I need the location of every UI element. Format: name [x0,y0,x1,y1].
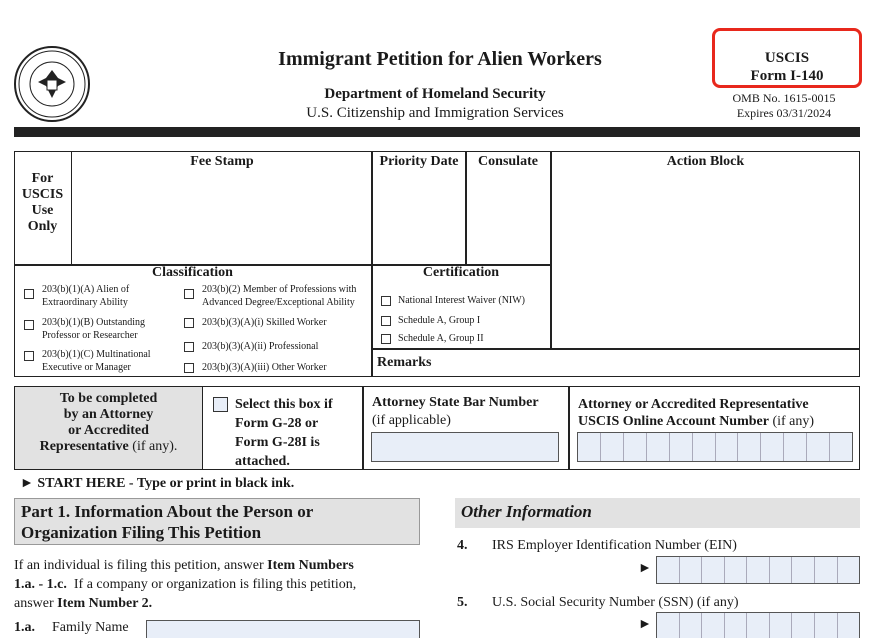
ssn-number: 5. [457,595,468,610]
form-title: Immigrant Petition for Alien Workers [278,48,602,70]
agency-name: U.S. Citizenship and Immigration Services [306,105,564,121]
checkbox-niw[interactable] [381,296,391,306]
option-schedule-a-2: Schedule A, Group II [398,333,484,344]
bar-number-input[interactable] [371,432,559,462]
option-eb3-skilled: 203(b)(3)(A)(i) Skilled Worker [202,317,327,328]
expiration-date: Expires 03/31/2024 [736,106,832,120]
option-eb1b: 203(b)(1)(B) Outstanding Professor or Researcher [42,317,146,341]
consulate-label: Consulate [478,154,538,169]
part1-instructions: If an individual is filing this petition, answer Item Numbers 1.a. - 1.c. If a company or organization is filing this petition, answer Item Number 2. [14,558,357,611]
for-uscis-use-only: For USCIS Use Only [14,151,72,265]
ein-number: 4. [457,538,468,553]
other-info-header: Other Information [455,498,860,528]
bar-number-hint: (if applicable) [372,413,451,428]
checkbox-eb2[interactable] [184,289,194,299]
checkbox-eb3-professional[interactable] [184,342,194,352]
checkbox-eb3-skilled[interactable] [184,318,194,328]
ssn-arrow-icon: ► [638,617,652,632]
option-eb3-other: 203(b)(3)(A)(iii) Other Worker [202,362,327,373]
agency-short: USCIS [764,50,810,66]
checkbox-schedule-a-2[interactable] [381,334,391,344]
checkbox-eb3-other[interactable] [184,363,194,373]
option-eb1a: 203(b)(1)(A) Alien of Extraordinary Ability [42,284,130,308]
certification-label: Certification [422,265,500,280]
g28-checkbox[interactable] [213,397,228,412]
ssn-input[interactable] [656,612,860,638]
header-rule [14,127,860,137]
family-name-input[interactable] [146,620,420,638]
dhs-seal-icon [14,46,90,122]
ein-input[interactable] [656,556,860,584]
omb-number: OMB No. 1615-0015 [732,91,836,105]
checkbox-eb1c[interactable] [24,351,34,361]
action-block-label: Action Block [666,154,745,169]
family-name-label: Family Name [52,620,129,635]
account-number-input[interactable] [577,432,853,462]
checkbox-eb1b[interactable] [24,320,34,330]
bar-number-label: Attorney State Bar Number [372,395,539,410]
checkbox-eb1a[interactable] [24,289,34,299]
ssn-label: U.S. Social Security Number (SSN) (if any) [492,595,739,610]
option-eb1c: 203(b)(1)(C) Multinational Executive or Manager [42,349,151,373]
fee-stamp-label: Fee Stamp [190,154,254,169]
attorney-instructions: To be completed by an Attorney or Accredited Representative (if any). [15,387,203,469]
part1-header: Part 1. Information About the Person or Organization Filing This Petition [14,498,420,545]
family-name-number: 1.a. [14,620,35,635]
checkbox-schedule-a-1[interactable] [381,316,391,326]
account-number-label-2: USCIS Online Account Number (if any) [578,414,815,429]
classification-label: Classification [152,265,233,280]
department-name: Department of Homeland Security [324,86,546,102]
option-niw: National Interest Waiver (NIW) [398,295,526,306]
start-here: ► START HERE - Type or print in black ink. [20,476,295,491]
option-eb3-professional: 203(b)(3)(A)(ii) Professional [202,341,319,352]
g28-label: Select this box if Form G-28 or Form G-28I is attached. [235,397,333,469]
account-number-label-1: Attorney or Accredited Representative [578,397,809,412]
option-schedule-a-1: Schedule A, Group I [398,315,481,326]
remarks-label: Remarks [377,355,432,370]
ein-arrow-icon: ► [638,561,652,576]
option-eb2: 203(b)(2) Member of Professions with Advanced Degree/Exceptional Ability [202,284,357,308]
ein-label: IRS Employer Identification Number (EIN) [492,538,737,553]
priority-date-label: Priority Date [379,154,459,169]
form-number: Form I-140 [750,68,824,84]
